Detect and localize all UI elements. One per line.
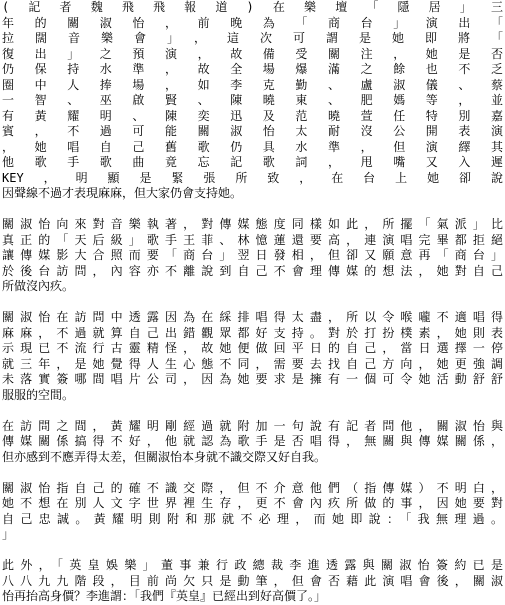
text-line: 麻麻，不過就算自己出錯觀眾都好支持。對於打扮樸素，她則表 [2,325,503,340]
text-line: 有黃耀明、陳奕迅及范曉萱任特別嘉 [2,108,503,123]
text-line: 年的關淑怡，前晚為「商台」演出「 [2,15,503,30]
article-paragraph [2,0,503,202]
text-line: 她不想在別人文字世界裡生存，更不會內疚所做的事，因她要對 [2,496,503,510]
text-line: 怡再抬高身價？李進謂：「我們『英皇』已經出到好高價了。」 [2,589,327,603]
text-line: 他歌手歌曲竟忘記歌詞，甩嘴又入遲 [2,155,503,169]
text-line: 因聲線不過才表現麻麻，但大家仍會支持她。 [2,186,243,200]
text-line: 圈中人捧場，如李克勤、盧淑儀、蔡 [2,77,503,92]
text-line: 於後台訪問，內容亦不離說到自己不會理傳媒的想法，她對自己 [2,263,503,278]
text-line: 關淑怡向來對音樂執著，對傳媒態度同樣如此，所擺「氣派」比 [2,217,503,231]
text-line: 真正的「天后級」歌手王菲、林憶蓮還要高，連演唱完畢都拒絕 [2,232,503,247]
text-line: 傳媒關係搞得不好，他就認為歌手是否唱得，無關與傳媒關係， [2,434,503,448]
text-line: 示現已不流行古靈精怪，故她便做回平日的自己，當日選擇一停 [2,341,503,355]
article-paragraph [2,419,503,466]
article-paragraph [2,310,503,403]
text-line: 關淑怡在訪問中透露因為在綵排唱得太盡，所以令喉嚨不適唱得 [2,310,503,324]
text-line: 就三年，是她覺得人生心態不同，需要去找自己方向，她更強調 [2,356,503,371]
article-paragraph [2,481,503,543]
text-line: 賓，不過可能關淑怡太耐沒公開表演 [2,124,503,138]
article-body [2,0,503,605]
text-line: 此外，「英皇娛樂」董事兼行政總裁李進透露與關淑怡簽約已是 [2,558,503,572]
text-line: 在訪問之間，黃耀明剛經過就附加一句說有記者問他，關淑怡與 [2,418,503,433]
text-line: 復出」之預演，故備受關注，她是否 [2,46,503,61]
text-line: 讓傳媒影大合照而要「商台」翌日發相，但卻又願意再「商台」 [2,248,503,262]
text-line: 自己忠誠。黃耀明則附和那就不必理，而她即說：「我無理過。 [2,511,503,526]
text-line: 一智、巫啟賢、陳曉東、肥媽等，並 [2,93,503,107]
paragraph-spacer [2,465,503,481]
text-line: 未落實簽哪間唱片公司，因為她要求是擁有一個可令她活動舒舒 [2,372,503,386]
text-line: 仍保持水準，故全場爆滿之餘也不乏 [2,62,503,76]
text-line: 所做沒內疚。 [2,279,75,293]
text-line: 」 [2,527,15,541]
paragraph-spacer [2,543,503,559]
text-line: 八八九九階段，目前尚欠只是動筆，但會否藉此演唱會後，關淑 [2,573,503,588]
text-line: 但亦感到不應弄得太差，但關淑怡本身就不識交際又好自我。 [2,449,327,464]
text-line: 關淑怡指自己的確不識交際，但不介意他們（指傳媒）不明白， [2,480,503,495]
paragraph-spacer [2,202,503,218]
paragraph-spacer [2,295,503,311]
article-paragraph [2,558,503,605]
text-line: (記者魏飛飛報道)在樂壇「隱居」三 [2,0,503,14]
paragraph-spacer [2,403,503,419]
text-line: 服服的空間。 [2,387,75,402]
text-line: ，她唱自己舊歌仍具水準，但演繹其 [2,139,503,154]
text-line: KEY，明顯是緊張所致，在台上她卻說 [2,170,503,185]
text-line: 拉闊音樂會」，這次可謂是她即將「 [2,31,503,45]
article-paragraph [2,217,503,295]
